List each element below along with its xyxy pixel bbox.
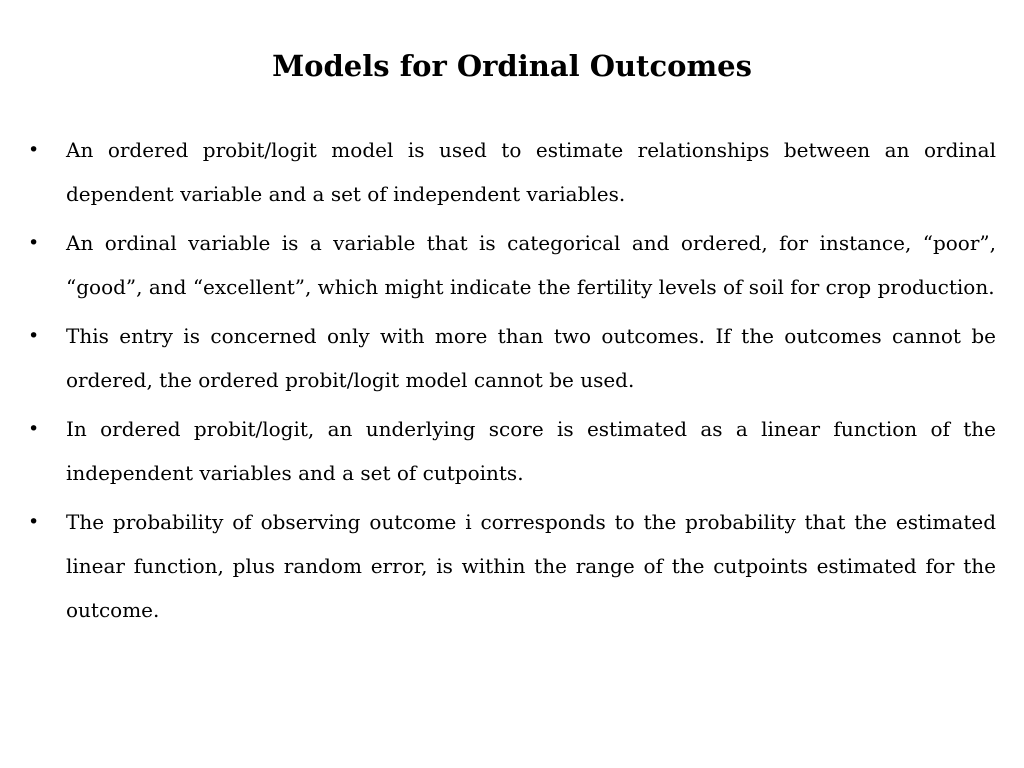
bullet-icon: • [28, 232, 40, 254]
bullet-text: An ordered probit/logit model is used to estimate relationships between an ordinal dependent variable and a set of independent variables. [66, 138, 996, 206]
bullet-item [28, 407, 996, 495]
bullet-icon: • [28, 418, 40, 440]
bullet-icon: • [28, 325, 40, 347]
bullet-text: An ordinal variable is a variable that is categorical and ordered, for instance, “poor”, “good”, and “excellent”, which might indicate the fertility levels of soil for crop production. [66, 231, 996, 299]
bullet-icon: • [28, 139, 40, 161]
bullet-item [28, 221, 996, 309]
bullet-text: This entry is concerned only with more than two outcomes. If the outcomes cannot be ordered, the ordered probit/logit model cannot be used. [66, 324, 996, 392]
bullet-list [28, 128, 996, 637]
bullet-item [28, 500, 996, 632]
bullet-icon: • [28, 511, 40, 533]
bullet-item [28, 128, 996, 216]
bullet-text: In ordered probit/logit, an underlying score is estimated as a linear function of the independent variables and a set of cutpoints. [66, 417, 996, 485]
slide-title: Models for Ordinal Outcomes [272, 49, 752, 83]
bullet-text: The probability of observing outcome i corresponds to the probability that the estimated linear function, plus random error, is within the range of the cutpoints estimated for the outcome. [66, 510, 996, 622]
bullet-item [28, 314, 996, 402]
